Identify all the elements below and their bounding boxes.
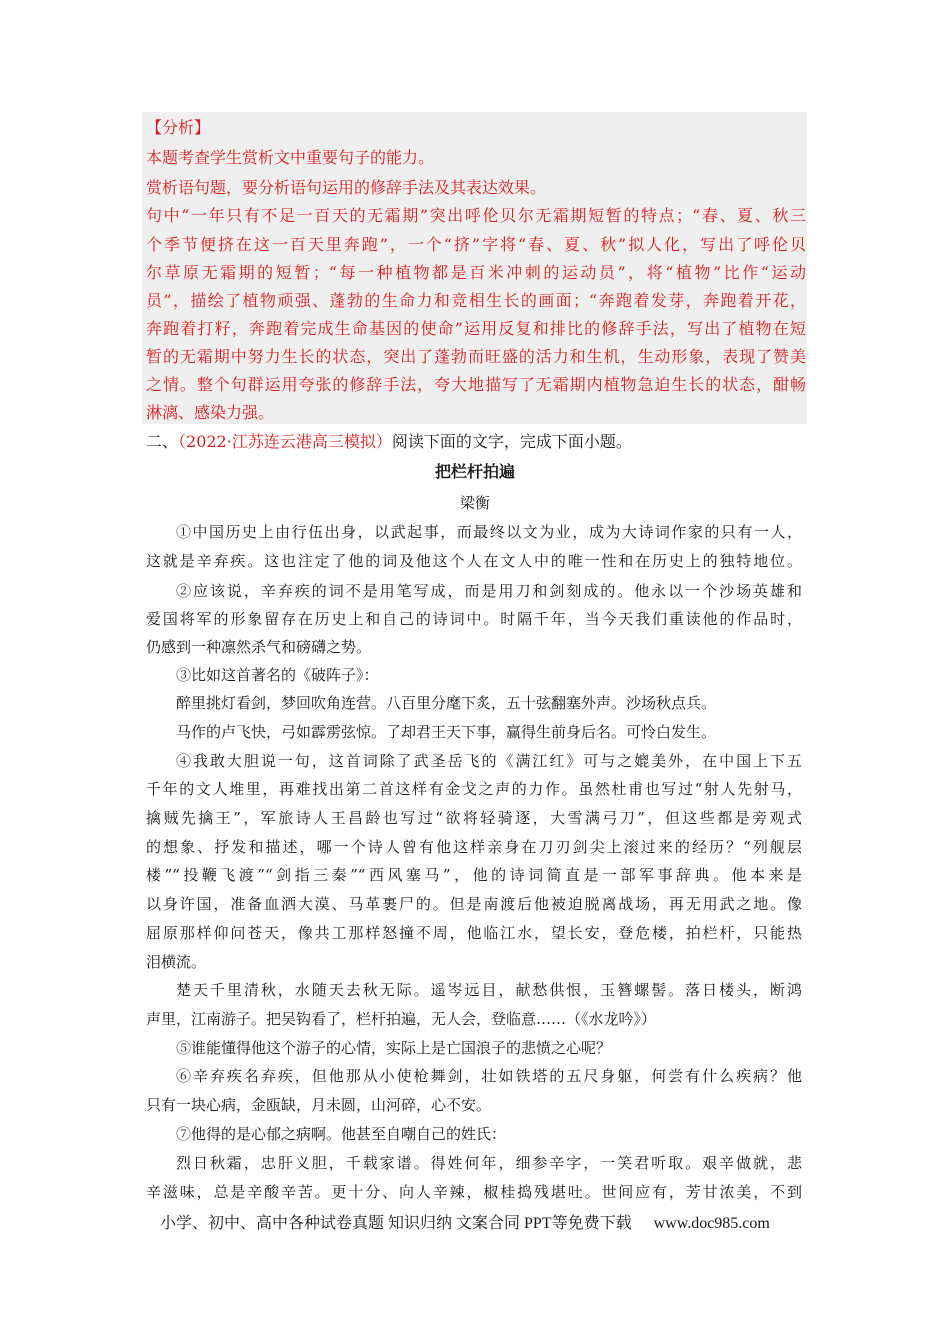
analysis-line: 本题考查学生赏析文中重要句子的能力。 [146, 148, 435, 167]
analysis-line: 暂的无霜期中努力生长的状态，突出了蓬勃而旺盛的活力和生机，生动形象，表现了赞美 [146, 347, 806, 366]
analysis-line: 赏析语句题，要分析语句运用的修辞手法及其表达效果。 [146, 178, 547, 197]
article-line: 声里，江南游子。把吴钩看了，栏杆拍遍，无人会，登临意……（《水龙吟》） [146, 1010, 657, 1028]
article-author: 梁衡 [459, 494, 490, 512]
footer-text: 小学、初中、高中各种试卷真题 知识归纳 文案合同 PPT等免费下载 [160, 1215, 632, 1232]
article-line: 辛滋味，总是辛酸辛苦。更十分、向人辛辣，椒桂捣残堪吐。世间应有，芳甘浓美，不到 [146, 1183, 802, 1201]
article-line: ④我敢大胆说一句，这首词除了武圣岳飞的《满江红》可与之媲美外，在中国上下五 [176, 752, 802, 770]
article-line: 以身许国，准备血洒大漠、马革裹尸的。但是南渡后他被迫脱离战场，再无用武之地。像 [146, 895, 802, 913]
page-footer [160, 1210, 770, 1238]
article-line: 马作的卢飞快，弓如霹雳弦惊。了却君王天下事，赢得生前身后名。可怜白发生。 [176, 723, 717, 741]
article-line: 的想象、抒发和描述，哪一个诗人曾有他这样亲身在刀刃剑尖上滚过来的经历？“列舰层 [146, 838, 802, 856]
article-line: 仍感到一种凛然杀气和磅礴之势。 [146, 638, 372, 656]
analysis-heading: 【分析】 [146, 118, 211, 137]
article-line: 泪横流。 [146, 953, 207, 971]
article-line: ⑦他得的是心郁之病啊。他甚至自嘲自己的姓氏： [176, 1125, 507, 1143]
article-line: 醉里挑灯看剑，梦回吹角连营。八百里分麾下炙，五十弦翻塞外声。沙场秋点兵。 [176, 694, 717, 712]
analysis-line: 个季节便挤在这一百天里奔跑”，一个“挤”字将“春、夏、秋”拟人化，写出了呼伦贝 [146, 235, 806, 254]
article-line: 这就是辛弃疾。这也注定了他的词及他这个人在文人中的唯一性和在历史上的独特地位。 [146, 552, 802, 570]
article-line: 烈日秋霜，忠肝义胆，千载家谱。得姓何年，细参辛字，一笑君听取。艰辛做就，悲 [176, 1154, 802, 1172]
article-line: ⑥辛弃疾名弃疾，但他那从小使枪舞剑，壮如铁塔的五尺身躯，何尝有什么疾病？他 [176, 1067, 802, 1085]
article-line: 只有一块心病，金瓯缺，月未圆，山河碎，心不安。 [146, 1096, 492, 1114]
question-instruction: 阅读下面的文字，完成下面小题。 [391, 432, 632, 451]
article-line: 爱国将军的形象留存在历史上和自己的诗词中。时隔千年，当今天我们重读他的作品时， [146, 610, 802, 628]
article-line: 擒贼先擒王”，军旅诗人王昌龄也写过“欲将轻骑逐，大雪满弓刀”，但这些都是旁观式 [146, 809, 802, 827]
question-source: （2022·江苏连云港高三模拟） [178, 432, 392, 451]
article-line: 楚天千里清秋，水随天去秋无际。遥岑远目，献愁供恨，玉簪螺髻。落日楼头，断鸿 [176, 981, 802, 999]
article-line: ⑤谁能懂得他这个游子的心情，实际上是亡国浪子的悲愤之心呢？ [176, 1039, 612, 1057]
analysis-line: 奔跑着打籽，奔跑着完成生命基因的使命”运用反复和排比的修辞手法，写出了植物在短 [146, 319, 806, 338]
article-line: 楼”“投鞭飞渡”“剑指三秦”“西风塞马”，他的诗词简直是一部军事辞典。他本来是 [146, 866, 802, 884]
footer-url[interactable]: www.doc985.com [653, 1215, 770, 1232]
article-line: ②应该说，辛弃疾的词不是用笔写成，而是用刀和剑刻成的。他永以一个沙场英雄和 [176, 582, 802, 600]
article-title: 把栏杆拍遍 [434, 462, 515, 481]
analysis-line: 尔草原无霜期的短暂；“每一种植物都是百米冲刺的运动员”，将“植物”比作“运动 [146, 263, 806, 282]
analysis-line: 淋漓、感染力强。 [146, 403, 275, 422]
analysis-line: 之情。整个句群运用夸张的修辞手法，夸大地描写了无霜期内植物急迫生长的状态，酣畅 [146, 375, 806, 394]
analysis-line: 句中“一年只有不足一百天的无霜期”突出呼伦贝尔无霜期短暂的特点；“春、夏、秋三 [146, 206, 806, 225]
article-line: ①中国历史上由行伍出身，以武起事，而最终以文为业，成为大诗词作家的只有一人， [176, 523, 802, 541]
article-line: ③比如这首著名的《破阵子》： [176, 666, 379, 684]
article-line: 屈原那样仰问苍天，像共工那样怒撞不周，他临江水，望长安，登危楼，拍栏杆，只能热 [146, 924, 802, 942]
analysis-line: 员”，描绘了植物顽强、蓬勃的生命力和竞相生长的画面；“奔跑着发芽，奔跑着开花， [146, 291, 806, 310]
question-number: 二、 [146, 432, 179, 451]
question-heading [146, 428, 632, 456]
article-line: 千年的文人堆里，再难找出第二首这样有金戈之声的力作。虽然杜甫也写过“射人先射马， [146, 780, 802, 798]
